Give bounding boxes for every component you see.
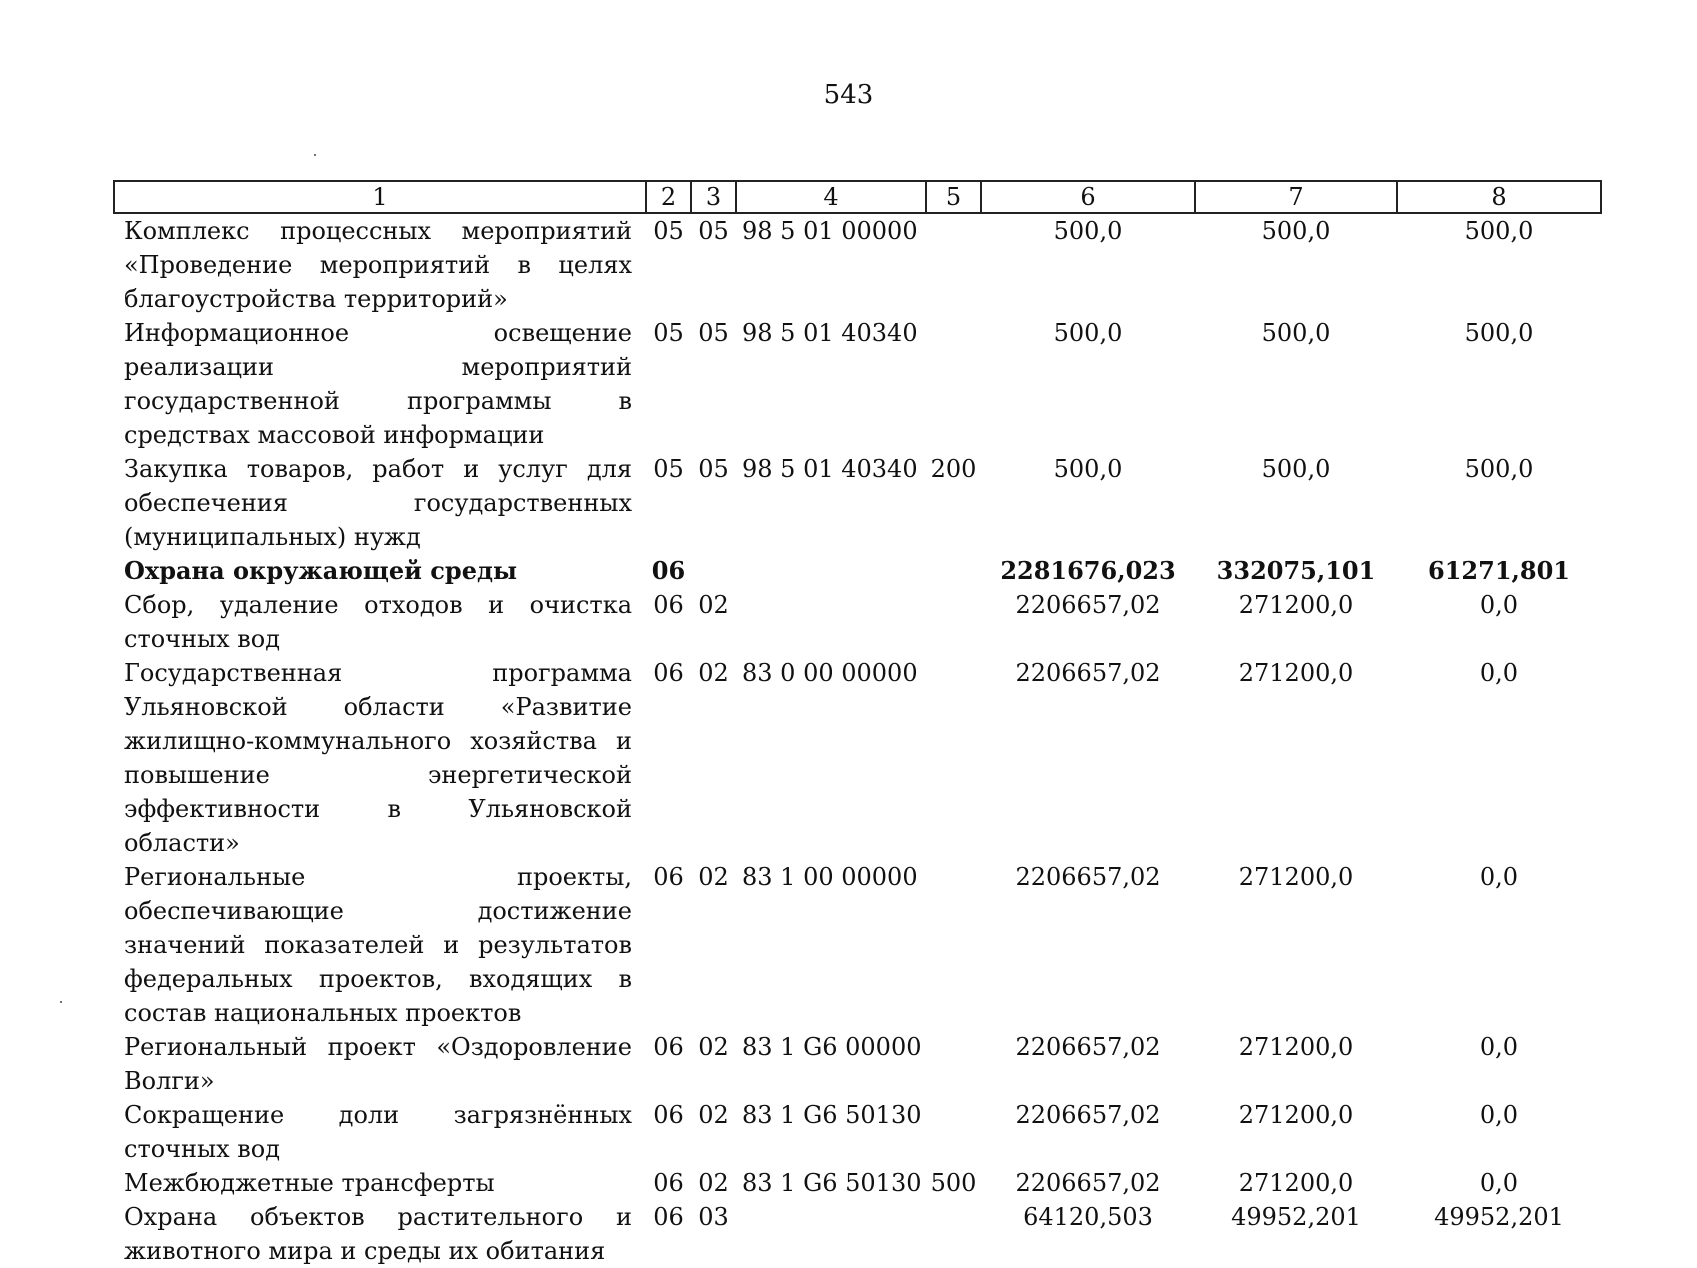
target-article-code: 98 5 01 40340 — [742, 319, 918, 347]
expense-type-code — [926, 588, 981, 656]
target-article-code — [736, 588, 926, 656]
amount-col-7: 49952,201 — [1231, 1203, 1361, 1231]
row-name: Межбюджетные трансферты — [124, 1169, 495, 1197]
amount-col-6: 500,0 — [1053, 455, 1123, 483]
table-row — [114, 860, 1601, 1030]
subsection-code: 03 — [698, 1203, 729, 1231]
table-row — [114, 1166, 1601, 1200]
amount-col-7: 500,0 — [1261, 455, 1331, 483]
page-number: 543 — [823, 80, 874, 110]
section-code: 06 — [653, 659, 684, 687]
expense-type-code: 200 — [930, 455, 977, 483]
amount-col-6: 64120,503 — [1023, 1203, 1153, 1231]
expense-type-code — [926, 1200, 981, 1268]
budget-table — [113, 180, 1602, 1268]
target-article-code: 83 1 00 00000 — [742, 863, 918, 891]
section-code: 05 — [653, 217, 684, 245]
header-cell: 1 — [114, 181, 646, 213]
header-cell: 2 — [646, 181, 691, 213]
amount-col-7: 271200,0 — [1238, 1101, 1354, 1129]
subsection-code: 02 — [698, 1101, 729, 1129]
subsection-code: 05 — [698, 217, 729, 245]
subsection-code: 02 — [698, 863, 729, 891]
amount-col-6: 500,0 — [1053, 217, 1123, 245]
amount-col-7: 500,0 — [1261, 319, 1331, 347]
subsection-code: 05 — [698, 319, 729, 347]
subsection-code: 02 — [698, 659, 729, 687]
amount-col-7: 271200,0 — [1238, 591, 1354, 619]
amount-col-7: 271200,0 — [1238, 659, 1354, 687]
section-code: 05 — [653, 455, 684, 483]
scan-speck — [314, 154, 316, 156]
amount-col-7: 271200,0 — [1238, 1033, 1354, 1061]
amount-col-7: 271200,0 — [1238, 1169, 1354, 1197]
amount-col-8: 0,0 — [1479, 659, 1519, 687]
amount-col-8: 0,0 — [1479, 1101, 1519, 1129]
subsection-code: 02 — [698, 1033, 729, 1061]
expense-type-code — [926, 1030, 981, 1098]
amount-col-6: 2281676,023 — [1000, 556, 1176, 585]
section-code: 06 — [653, 1033, 684, 1061]
amount-col-8: 0,0 — [1479, 591, 1519, 619]
table-row — [114, 316, 1601, 452]
header-cell: 8 — [1397, 181, 1601, 213]
row-name: Информационное освещение реализации мероприятий государственной программы в средствах массовой информации — [124, 319, 632, 449]
target-article-code — [736, 1200, 926, 1268]
amount-col-6: 2206657,02 — [1015, 863, 1161, 891]
section-code: 06 — [653, 591, 684, 619]
amount-col-6: 2206657,02 — [1015, 1101, 1161, 1129]
subsection-code: 05 — [698, 455, 729, 483]
table-row — [114, 588, 1601, 656]
header-cell: 7 — [1195, 181, 1397, 213]
amount-col-8: 61271,801 — [1428, 556, 1570, 585]
row-name: Государственная программа Ульяновской области «Развитие жилищно-коммунального хозяйства и повышение энергетической эффективности в Ульяновской области» — [124, 659, 632, 857]
row-name: Закупка товаров, работ и услуг для обеспечения государственных (муниципальных) нужд — [124, 455, 632, 551]
row-name: Региональный проект «Оздоровление Волги» — [124, 1033, 632, 1095]
table-row — [114, 554, 1601, 588]
target-article-code — [736, 554, 926, 588]
header-cell: 6 — [981, 181, 1195, 213]
row-name: Сокращение доли загрязнённых сточных вод — [124, 1101, 632, 1163]
amount-col-8: 0,0 — [1479, 1033, 1519, 1061]
section-code: 06 — [651, 556, 686, 585]
table-row — [114, 656, 1601, 860]
subsection-code — [691, 554, 736, 588]
target-article-code: 98 5 01 00000 — [742, 217, 918, 245]
table-row — [114, 1200, 1601, 1268]
row-name: Охрана объектов растительного и животного мира и среды их обитания — [124, 1203, 632, 1265]
expense-type-code — [926, 860, 981, 1030]
amount-col-6: 2206657,02 — [1015, 1033, 1161, 1061]
amount-col-8: 0,0 — [1479, 1169, 1519, 1197]
row-name: Региональные проекты, обеспечивающие достижение значений показателей и результатов федеральных проектов, входящих в состав национальных проектов — [124, 863, 632, 1027]
section-code: 06 — [653, 1169, 684, 1197]
amount-col-8: 500,0 — [1464, 217, 1534, 245]
target-article-code: 83 0 00 00000 — [742, 659, 918, 687]
row-name: Охрана окружающей среды — [124, 556, 518, 585]
header-cell: 3 — [691, 181, 736, 213]
amount-col-6: 500,0 — [1053, 319, 1123, 347]
amount-col-8: 500,0 — [1464, 455, 1534, 483]
expense-type-code — [926, 554, 981, 588]
amount-col-6: 2206657,02 — [1015, 659, 1161, 687]
amount-col-7: 271200,0 — [1238, 863, 1354, 891]
target-article-code: 83 1 G6 50130 — [742, 1101, 922, 1129]
section-code: 06 — [653, 1203, 684, 1231]
header-row — [114, 181, 1601, 213]
amount-col-6: 2206657,02 — [1015, 1169, 1161, 1197]
row-name: Сбор, удаление отходов и очистка сточных вод — [124, 591, 632, 653]
table-row — [114, 213, 1601, 316]
target-article-code: 83 1 G6 50130 — [742, 1169, 922, 1197]
section-code: 06 — [653, 1101, 684, 1129]
header-cell: 4 — [736, 181, 926, 213]
target-article-code: 83 1 G6 00000 — [742, 1033, 922, 1061]
expense-type-code — [926, 316, 981, 452]
expense-type-code — [926, 213, 981, 316]
table-row — [114, 452, 1601, 554]
header-cell: 5 — [926, 181, 981, 213]
row-name: Комплекс процессных мероприятий «Проведение мероприятий в целях благоустройства территорий» — [124, 217, 632, 313]
table-row — [114, 1098, 1601, 1166]
table-row — [114, 1030, 1601, 1098]
amount-col-7: 500,0 — [1261, 217, 1331, 245]
section-code: 05 — [653, 319, 684, 347]
amount-col-8: 500,0 — [1464, 319, 1534, 347]
amount-col-8: 0,0 — [1479, 863, 1519, 891]
expense-type-code — [926, 656, 981, 860]
section-code: 06 — [653, 863, 684, 891]
amount-col-6: 2206657,02 — [1015, 591, 1161, 619]
target-article-code: 98 5 01 40340 — [742, 455, 918, 483]
amount-col-8: 49952,201 — [1434, 1203, 1564, 1231]
subsection-code: 02 — [698, 591, 729, 619]
expense-type-code: 500 — [930, 1169, 977, 1197]
amount-col-7: 332075,101 — [1216, 556, 1376, 585]
expense-type-code — [926, 1098, 981, 1166]
subsection-code: 02 — [698, 1169, 729, 1197]
scan-speck — [60, 1001, 62, 1003]
